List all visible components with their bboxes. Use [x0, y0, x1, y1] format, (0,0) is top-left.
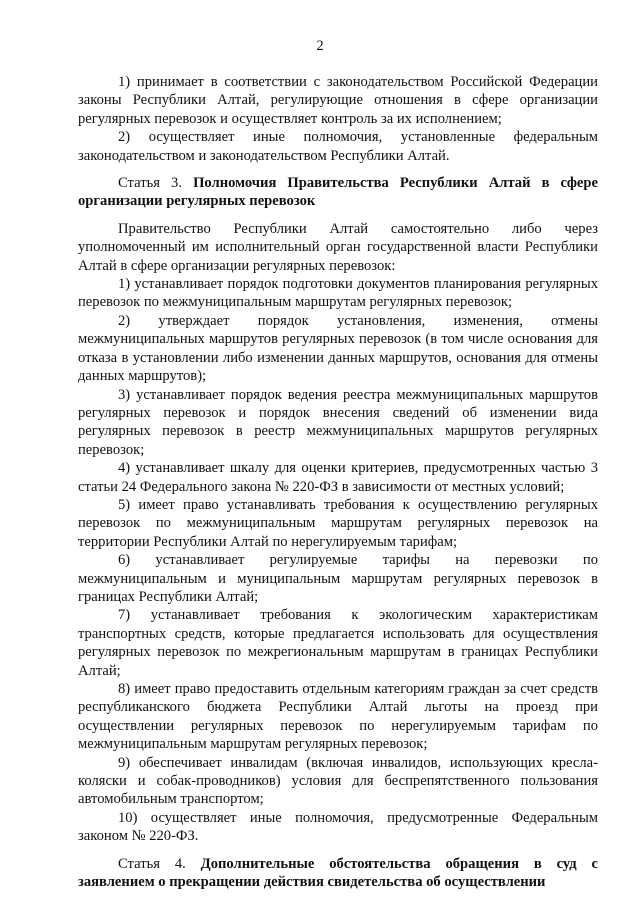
list-item: 2) утверждает порядок установления, изменения, отмены межмуниципальных маршрутов регулярных перевозок (в том числе основания для отказа в установлении либо изменении данных маршрутов, основания для отмены данных маршрутов);: [78, 312, 598, 385]
paragraph: 2) осуществляет иные полномочия, установленные федеральным законодательством и законодательством Республики Алтай.: [78, 129, 598, 164]
article-label: Статья 3.: [118, 175, 182, 192]
article-4-heading: [78, 855, 598, 892]
list-item: 9) обеспечивает инвалидам (включая инвалидов, использующих кресла-коляски и собак-проводников) условия для беспрепятственного пользования автомобильным транспортом;: [78, 754, 598, 808]
list-item: 7) устанавливает требования к экологическим характеристикам транспортных средств, которые предлагается использовать для осуществления регулярных перевозок по межрегиональным маршрутам в границах Республики Алтай;: [78, 607, 598, 679]
article-label: Статья 4.: [118, 855, 186, 872]
paragraph: 1) принимает в соответствии с законодательством Российской Федерации законы Республики Алтай, регулирующие отношения в сфере организации регулярных перевозок и осуществляет контроль за их исполнением;: [78, 74, 598, 127]
list-item: 3) устанавливает порядок ведения реестра межмуниципальных маршрутов регулярных перевозок и порядок внесения сведений об изменении вида регулярных перевозок в реестр межмуниципальных маршрутов регулярных перевозок;: [78, 386, 598, 458]
list-item: 4) устанавливает шкалу для оценки критериев, предусмотренных частью 3 статьи 24 Федерального закона № 220-ФЗ в зависимости от местных условий;: [78, 460, 598, 495]
list-item: 6) устанавливает регулируемые тарифы на перевозки по межмуниципальным и муниципальным маршрутам регулярных перевозок в границах Республики Алтай;: [78, 552, 598, 605]
article-3-heading: [78, 174, 598, 211]
article-title: Дополнительные обстоятельства обращения в суд с заявлением о прекращении действия свидетельства об осуществлении: [78, 855, 599, 891]
article-title: Полномочия Правительства Республики Алтай в сфере организации регулярных перевозок: [78, 175, 598, 210]
paragraph: Правительство Республики Алтай самостоятельно либо через уполномоченный им исполнительный орган государственной власти Республики Алтай в сфере организации регулярных перевозок:: [78, 220, 598, 274]
list-item: 5) имеет право устанавливать требования к осуществлению регулярных перевозок по межмуниципальным маршрутам регулярных перевозок на территории Республики Алтай по нерегулируемым тарифам;: [78, 496, 598, 550]
list-item: 1) устанавливает порядок подготовки документов планирования регулярных перевозок по межмуниципальным маршрутам регулярных перевозок;: [78, 276, 598, 311]
list-item: 10) осуществляет иные полномочия, предусмотренные Федеральным законом № 220-ФЗ.: [78, 809, 598, 845]
list-item: 8) имеет право предоставить отдельным категориям граждан за счет средств республиканского бюджета Республики Алтай льготы на проезд при осуществлении регулярных перевозок по нерегулируемым тарифам по межмуниципальным маршрутам регулярных перевозок;: [78, 681, 598, 753]
document-body: [78, 73, 598, 891]
page-number: 2: [316, 38, 324, 54]
